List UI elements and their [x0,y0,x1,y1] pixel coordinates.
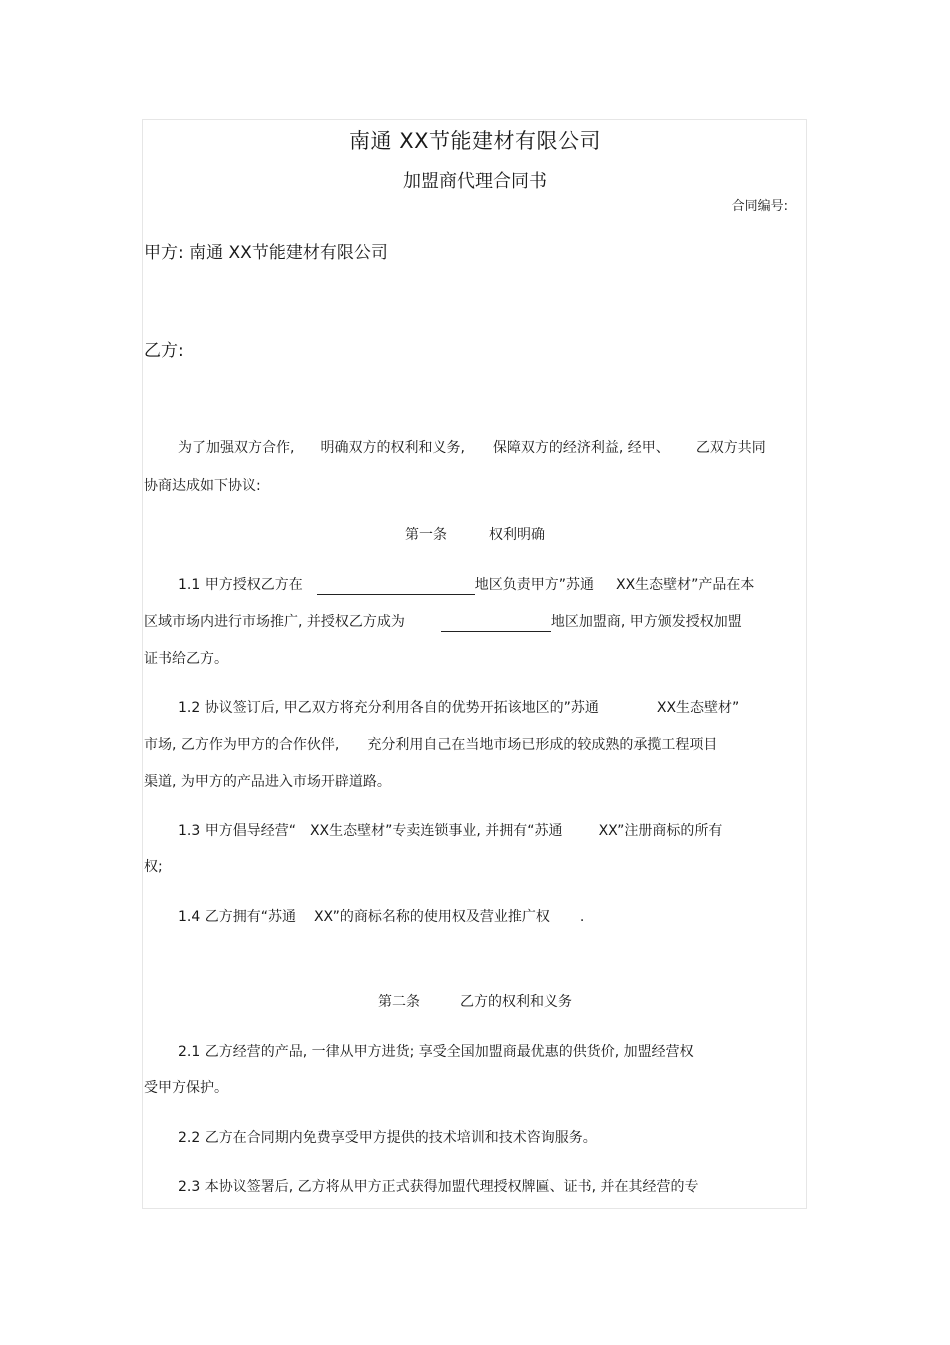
article-number: 第二条 [378,994,420,1010]
clause-text: 1.2 协议签订后, 甲乙双方将充分利用各自的优势开拓该地区的”苏通 [178,700,599,716]
intro-part: 为了加强双方合作, [178,440,295,456]
article-2-heading [0,992,950,1012]
clause-text: 充分利用自己在当地市场已形成的较成熟的承揽工程项目 [367,737,718,753]
clause-1-2-line-2 [144,735,717,755]
intro-line-1 [178,438,766,458]
clause-text: 地区加盟商, 甲方颁发授权加盟 [550,614,742,630]
clause-text: 1.1 甲方授权乙方在 [178,577,303,593]
intro-part: 保障双方的经济利益, 经甲、 [492,440,670,456]
clause-text: 区域市场内进行市场推广, 并授权乙方成为 [144,614,405,630]
document-title: 南通 XX节能建材有限公司 [349,129,601,153]
clause-2-3: 2.3 本协议签署后, 乙方将从甲方正式获得加盟代理授权牌匾、证书, 并在其经营的专 [178,1179,699,1195]
clause-2-1-line-2: 受甲方保护。 [144,1080,228,1096]
clause-1-1-line-2 [144,612,742,632]
clause-text: . [579,909,585,925]
clause-1-1-line-3: 证书给乙方。 [144,651,228,667]
region-blank [317,578,475,595]
article-1-heading [0,525,950,545]
clause-text: XX”的商标名称的使用权及营业推广权 [313,909,550,925]
article-number: 第一条 [405,527,447,543]
intro-line-2: 协商达成如下协议: [144,478,261,494]
clause-2-2: 2.2 乙方在合同期内免费享受甲方提供的技术培训和技术咨询服务。 [178,1130,597,1146]
article-title: 乙方的权利和义务 [460,994,572,1010]
clause-text: XX”注册商标的所有 [598,823,723,839]
clause-2-1-line-1: 2.1 乙方经营的产品, 一律从甲方进货; 享受全国加盟商最优惠的供货价, 加盟经营权 [178,1044,694,1060]
clause-1-1-line-1 [178,575,754,595]
intro-part: 乙双方共同 [695,440,766,456]
party-b: 乙方: [144,341,184,361]
article-title: 权利明确 [489,527,545,543]
region-blank [441,615,551,632]
party-a: 甲方: 南通 XX节能建材有限公司 [144,243,388,263]
clause-1-2-line-3: 渠道, 为甲方的产品进入市场开辟道路。 [144,774,391,790]
clause-text: 1.3 甲方倡导经营“ [178,823,296,839]
clause-text: 1.4 乙方拥有“苏通 [178,909,296,925]
clause-1-3-line-1 [178,821,722,841]
clause-text: 地区负责甲方”苏通 [474,577,594,593]
clause-1-3-line-2: 权; [144,859,163,875]
contract-number-label: 合同编号: [731,199,788,214]
intro-part: 明确双方的权利和义务, [320,440,465,456]
clause-text: XX生态壁材” [656,700,740,716]
clause-1-4-line-1 [178,907,584,927]
document-subtitle: 加盟商代理合同书 [403,171,547,192]
clause-1-2-line-1 [178,698,739,718]
clause-text: XX生态壁材”产品在本 [615,577,755,593]
clause-text: 市场, 乙方作为甲方的合作伙伴, [144,737,340,753]
clause-text: XX生态壁材”专卖连锁事业, 并拥有“苏通 [309,823,563,839]
